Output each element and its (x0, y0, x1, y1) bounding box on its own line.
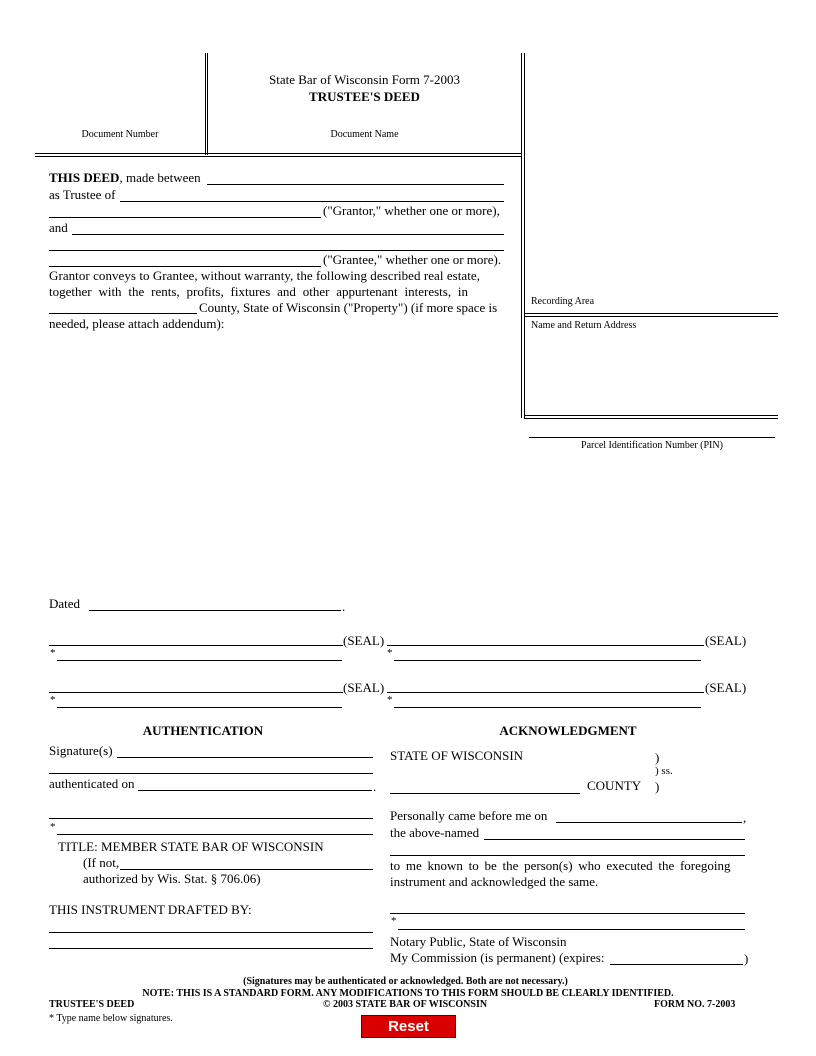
notary-signature-input[interactable] (390, 913, 745, 914)
grantor-note: ("Grantor," whether one or more), (323, 203, 500, 218)
grantee-note: ("Grantee," whether one or more). (323, 252, 502, 267)
document-name-label: Document Name (330, 129, 399, 140)
dated-label: Dated (49, 596, 81, 611)
reset-button[interactable]: Reset (361, 1015, 456, 1038)
trust-name-input[interactable] (120, 201, 504, 202)
personally-came-label: Personally came before me on (390, 808, 548, 823)
if-not-label: (If not, (83, 855, 120, 870)
authentication-heading: AUTHENTICATION (142, 723, 264, 738)
personally-came-date-input[interactable] (556, 822, 742, 823)
signature-input-2[interactable] (387, 645, 704, 646)
known-line-1: to me known to be the person(s) who executed the foregoing (390, 858, 731, 873)
type-name-note: * Type name below signatures. (49, 1013, 173, 1024)
seal-label-2: (SEAL) (705, 633, 747, 648)
seal-label-1: (SEAL) (343, 633, 385, 648)
header-divider-left (205, 53, 206, 155)
as-trustee-of-label: as Trustee of (49, 187, 116, 202)
notary-name-input[interactable] (398, 929, 745, 930)
authenticated-on-label: authenticated on (49, 776, 135, 791)
above-named-input-2[interactable] (390, 855, 745, 856)
notary-asterisk: * (391, 915, 397, 927)
footer-center: © 2003 STATE BAR OF WISCONSIN (323, 999, 488, 1010)
typed-name-input-2[interactable] (394, 660, 701, 661)
authenticator-name-input[interactable] (57, 834, 373, 835)
pin-label: Parcel Identification Number (PIN) (581, 440, 723, 451)
asterisk-1: * (50, 647, 56, 659)
seal-label-4: (SEAL) (705, 680, 747, 695)
grantee-name-input-3[interactable] (49, 266, 321, 267)
conveys-line-2: together with the rents, profits, fixtures and other appurtenant interests, in (49, 284, 469, 299)
drafted-by-input-2[interactable] (49, 948, 373, 949)
authorized-by-label: authorized by Wis. Stat. § 706.06) (83, 871, 261, 886)
conveys-line-1: Grantor conveys to Grantee, without warranty, the following described real estate, (49, 268, 481, 283)
signature-input-3[interactable] (49, 692, 343, 693)
county-input[interactable] (49, 313, 197, 314)
state-label: STATE OF WISCONSIN (390, 748, 524, 763)
grantor-name-input[interactable] (207, 184, 504, 185)
footer-note-1: (Signatures may be authenticated or acknowledged. Both are not necessary.) (243, 976, 568, 987)
trust-name-input-2[interactable] (49, 217, 321, 218)
grantee-name-input[interactable] (72, 234, 504, 235)
asterisk-4: * (387, 694, 393, 706)
county-label: COUNTY (587, 778, 642, 793)
deed-intro (49, 170, 201, 186)
above-named-label: the above-named (390, 825, 480, 840)
document-number-label: Document Number (81, 129, 159, 140)
pin-input[interactable] (529, 437, 775, 438)
ack-county-input[interactable] (390, 793, 580, 794)
authenticated-signatures-input-2[interactable] (49, 773, 373, 774)
authenticated-on-period: . (373, 779, 377, 794)
auth-asterisk: * (50, 821, 56, 833)
typed-name-input-1[interactable] (57, 660, 342, 661)
ss-label: ) ss. (655, 765, 673, 777)
dated-period: . (342, 599, 346, 614)
paren-3: ) (655, 779, 660, 794)
return-box-bottom-2 (524, 418, 778, 419)
and-label: and (49, 220, 68, 235)
signature-input-1[interactable] (49, 645, 343, 646)
footer-left: TRUSTEE'S DEED (49, 999, 135, 1010)
known-line-2: instrument and acknowledged the same. (390, 874, 599, 889)
header-bottom-rule-2 (35, 156, 522, 157)
personally-came-comma: , (743, 810, 747, 825)
dated-input[interactable] (89, 610, 341, 611)
grantee-name-input-2[interactable] (49, 250, 504, 251)
header-bottom-rule (35, 153, 522, 154)
authenticator-signature-input[interactable] (49, 818, 373, 819)
drafted-by-input-1[interactable] (49, 932, 373, 933)
above-named-input[interactable] (484, 839, 745, 840)
this-deed-text: THIS DEED (49, 170, 120, 185)
paren-1: ) (655, 750, 660, 765)
return-address-field[interactable] (524, 330, 778, 415)
notary-label: Notary Public, State of Wisconsin (390, 934, 567, 949)
return-box-top (524, 313, 778, 314)
signature-input-4[interactable] (387, 692, 704, 693)
signatures-label: Signature(s) (49, 743, 113, 758)
return-box-top-2 (524, 316, 778, 317)
typed-name-input-3[interactable] (57, 707, 342, 708)
acknowledgment-heading: ACKNOWLEDGMENT (499, 723, 637, 738)
footer-right: FORM NO. 7-2003 (654, 999, 736, 1010)
commission-expires-input[interactable] (610, 964, 743, 965)
authenticated-signatures-input[interactable] (117, 757, 373, 758)
authenticated-on-input[interactable] (138, 790, 372, 791)
footer-note-2: NOTE: THIS IS A STANDARD FORM. ANY MODIFICATIONS TO THIS FORM SHOULD BE CLEARLY IDENTIFIED. (142, 988, 674, 999)
typed-name-input-4[interactable] (394, 707, 701, 708)
made-between-text: , made between (119, 170, 201, 185)
asterisk-3: * (50, 694, 56, 706)
title-member-label: TITLE: MEMBER STATE BAR OF WISCONSIN (58, 839, 324, 854)
seal-label-3: (SEAL) (343, 680, 385, 695)
asterisk-2: * (387, 647, 393, 659)
conveys-line-4: needed, please attach addendum): (49, 316, 225, 331)
commission-label: My Commission (is permanent) (expires: (390, 950, 605, 965)
legal-description-area[interactable] (49, 335, 505, 585)
return-box-bottom (524, 415, 778, 416)
recording-area-label: Recording Area (531, 296, 595, 307)
commission-close-paren: ) (744, 951, 749, 966)
header-divider-right (521, 53, 522, 418)
form-title: State Bar of Wisconsin Form 7-2003 (269, 72, 460, 87)
drafted-by-label: THIS INSTRUMENT DRAFTED BY: (49, 902, 252, 917)
return-address-label: Name and Return Address (531, 320, 637, 331)
if-not-input[interactable] (120, 869, 373, 870)
conveys-line-3: County, State of Wisconsin ("Property") (if more space is (199, 300, 498, 315)
deed-title: TRUSTEE'S DEED (309, 89, 420, 104)
